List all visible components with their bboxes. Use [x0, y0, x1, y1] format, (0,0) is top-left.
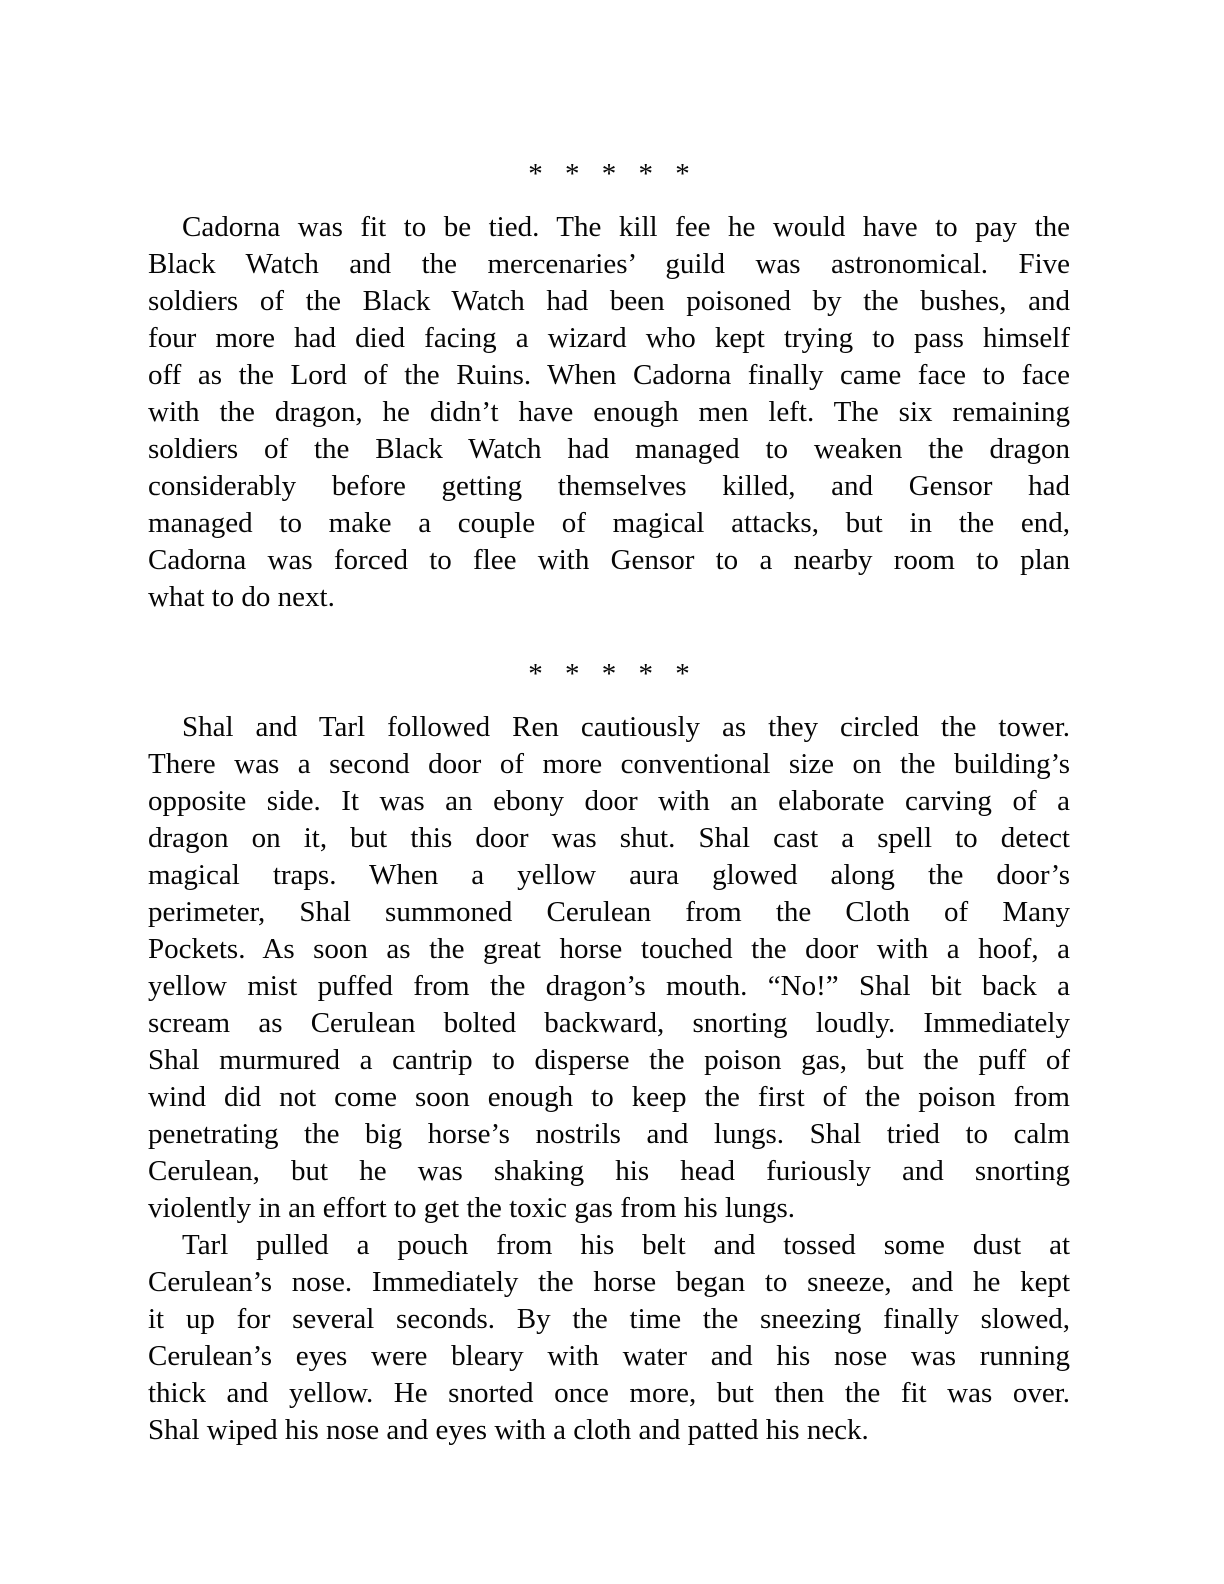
text-line: Shal murmured a cantrip to disperse the poison gas, but the puff of [148, 1044, 1070, 1076]
text-line: Shal and Tarl followed Ren cautiously as they circled the tower. [182, 711, 1070, 743]
text-line: Cadorna was forced to flee with Gensor to a nearby room to plan [148, 544, 1070, 576]
text-line: soldiers of the Black Watch had been poisoned by the bushes, and [148, 285, 1070, 317]
text-line: off as the Lord of the Ruins. When Cadorna finally came face to face [148, 359, 1070, 391]
text-line: dragon on it, but this door was shut. Shal cast a spell to detect [148, 822, 1070, 854]
text-line: opposite side. It was an ebony door with an elaborate carving of a [148, 785, 1070, 817]
paragraph [148, 709, 1070, 1227]
text-line: four more had died facing a wizard who kept trying to pass himself [148, 322, 1070, 354]
paragraph [148, 209, 1070, 616]
text-line: thick and yellow. He snorted once more, but then the fit was over. [148, 1377, 1070, 1409]
text-line: it up for several seconds. By the time the sneezing finally slowed, [148, 1303, 1070, 1335]
text-line: managed to make a couple of magical attacks, but in the end, [148, 507, 1070, 539]
text-line: There was a second door of more conventional size on the building’s [148, 748, 1070, 780]
text-line: Cerulean’s nose. Immediately the horse began to sneeze, and he kept [148, 1266, 1070, 1298]
text-line: yellow mist puffed from the dragon’s mouth. “No!” Shal bit back a [148, 970, 1070, 1002]
text-line: Cerulean’s eyes were bleary with water and his nose was running [148, 1340, 1070, 1372]
text-line: perimeter, Shal summoned Cerulean from the Cloth of Many [148, 896, 1070, 928]
text-line: Black Watch and the mercenaries’ guild was astronomical. Five [148, 248, 1070, 280]
text-line: magical traps. When a yellow aura glowed along the door’s [148, 859, 1070, 891]
text-line: wind did not come soon enough to keep the first of the poison from [148, 1081, 1070, 1113]
text-line: soldiers of the Black Watch had managed to weaken the dragon [148, 433, 1070, 465]
text-line: violently in an effort to get the toxic gas from his lungs. [148, 1192, 796, 1224]
text-line: Tarl pulled a pouch from his belt and tossed some dust at [182, 1229, 1070, 1261]
text-line: Pockets. As soon as the great horse touched the door with a hoof, a [148, 933, 1070, 965]
text-line: scream as Cerulean bolted backward, snorting loudly. Immediately [148, 1007, 1070, 1039]
text-line: with the dragon, he didn’t have enough men left. The six remaining [148, 396, 1070, 428]
section-break-asterisks: * * * * * [528, 158, 690, 190]
text-line: Shal wiped his nose and eyes with a cloth and patted his neck. [148, 1414, 869, 1446]
text-line: penetrating the big horse’s nostrils and lungs. Shal tried to calm [148, 1118, 1070, 1150]
text-line: considerably before getting themselves killed, and Gensor had [148, 470, 1070, 502]
paragraph [148, 1227, 1070, 1449]
text-line: what to do next. [148, 581, 335, 613]
text-line: Cadorna was fit to be tied. The kill fee he would have to pay the [182, 211, 1070, 243]
text-line: Cerulean, but he was shaking his head furiously and snorting [148, 1155, 1070, 1187]
section-break-asterisks: * * * * * [528, 658, 690, 690]
